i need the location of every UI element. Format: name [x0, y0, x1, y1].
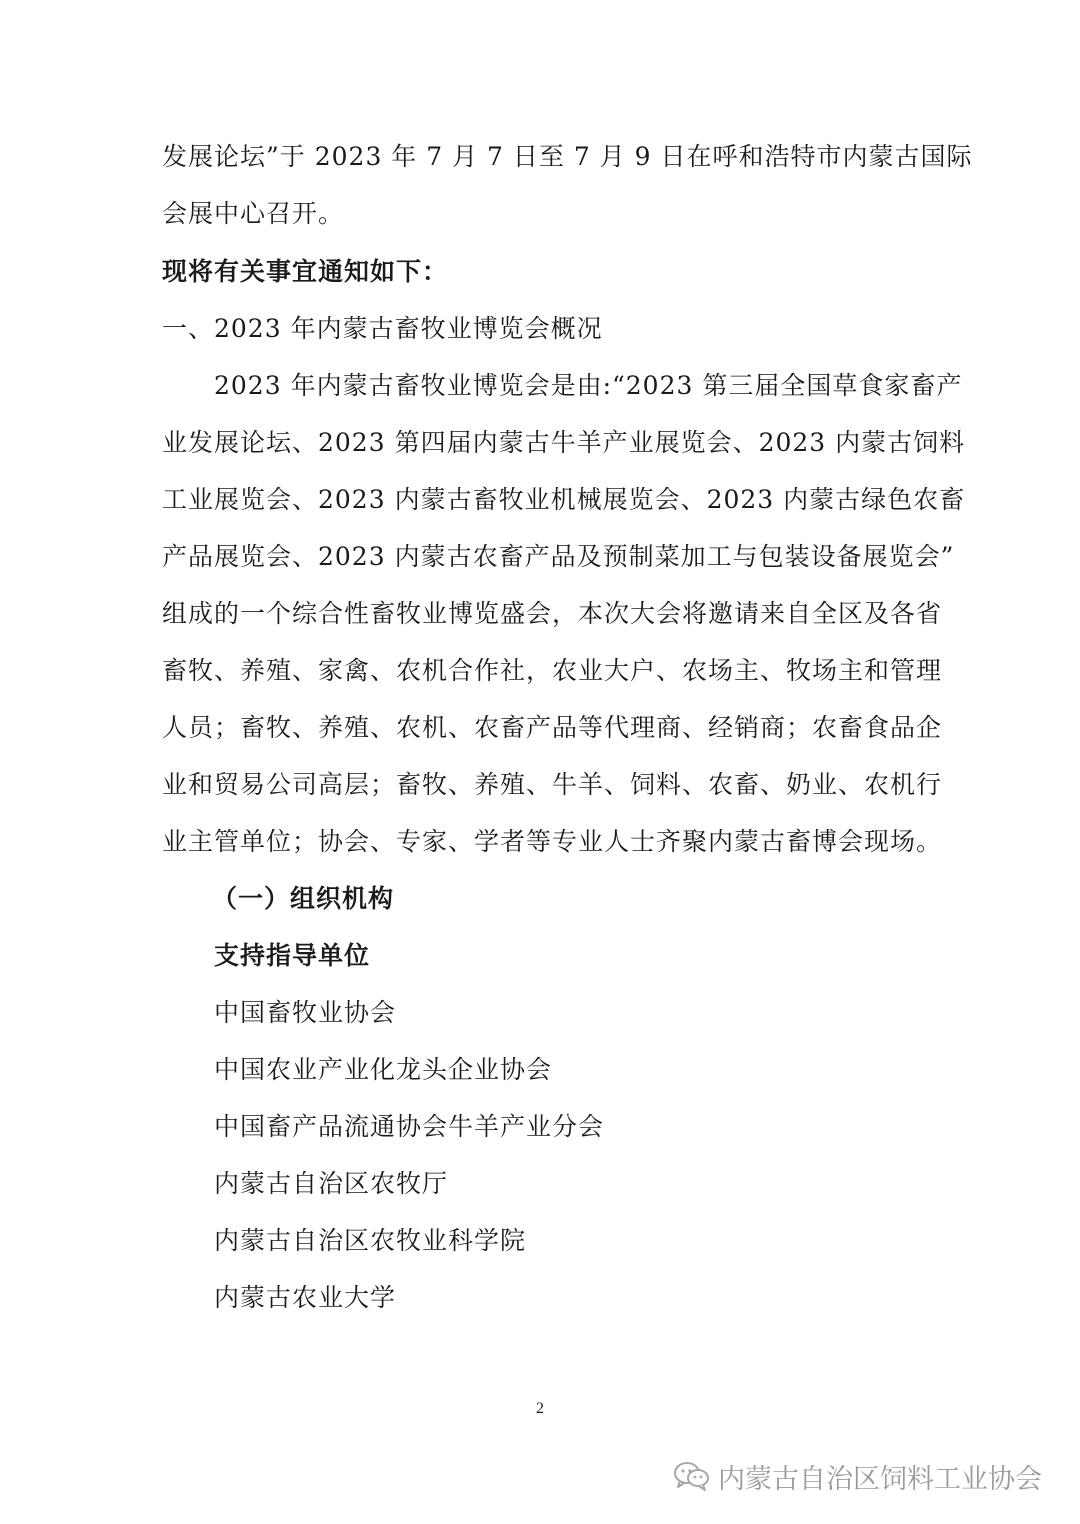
org-list-item: 中国农业产业化龙头企业协会	[214, 1055, 553, 1084]
org-list-item: 内蒙古自治区农牧业科学院	[214, 1226, 527, 1255]
wechat-icon	[672, 1460, 712, 1492]
paragraph-line: 业主管单位；协会、专家、学者等专业人士齐聚内蒙古畜博会现场。	[162, 827, 943, 856]
section-heading: 一、2023 年内蒙古畜牧业博览会概况	[162, 314, 603, 343]
subsection-heading: （一）组织机构	[212, 884, 395, 913]
watermark-text: 内蒙古自治区饲料工业协会	[718, 1463, 1042, 1495]
org-list-item: 中国畜产品流通协会牛羊产业分会	[214, 1112, 605, 1141]
paragraph-line: 业和贸易公司高层；畜牧、养殖、牛羊、饲料、农畜、奶业、农机行	[162, 770, 943, 799]
paragraph-line: 发展论坛”于 2023 年 7 月 7 日至 7 月 9 日在呼和浩特市内蒙古国际	[162, 142, 973, 171]
paragraph-line: 人员；畜牧、养殖、农机、农畜产品等代理商、经销商；农畜食品企	[162, 713, 943, 742]
org-list-item: 内蒙古农业大学	[214, 1283, 397, 1312]
paragraph-line: 会展中心召开。	[162, 199, 345, 228]
paragraph-line: 2023 年内蒙古畜牧业博览会是由:“2023 第三届全国草食家畜产	[214, 371, 963, 400]
page-number: 2	[536, 1400, 544, 1417]
org-list-item: 中国畜牧业协会	[214, 998, 397, 1027]
paragraph-line: 产品展览会、2023 内蒙古农畜产品及预制菜加工与包装设备展览会”	[162, 542, 955, 571]
paragraph-line: 畜牧、养殖、家禽、农机合作社，农业大户、农场主、牧场主和管理	[162, 656, 943, 685]
group-heading: 支持指导单位	[214, 941, 371, 970]
notice-heading: 现将有关事宜通知如下：	[162, 257, 449, 286]
org-list-item: 内蒙古自治区农牧厅	[214, 1169, 449, 1198]
wechat-watermark	[672, 1456, 1042, 1496]
paragraph-line: 工业展览会、2023 内蒙古畜牧业机械展览会、2023 内蒙古绿色农畜	[162, 485, 966, 514]
paragraph-line: 组成的一个综合性畜牧业博览盛会，本次大会将邀请来自全区及各省	[162, 599, 943, 628]
paragraph-line: 业发展论坛、2023 第四届内蒙古牛羊产业展览会、2023 内蒙古饲料	[162, 428, 966, 457]
